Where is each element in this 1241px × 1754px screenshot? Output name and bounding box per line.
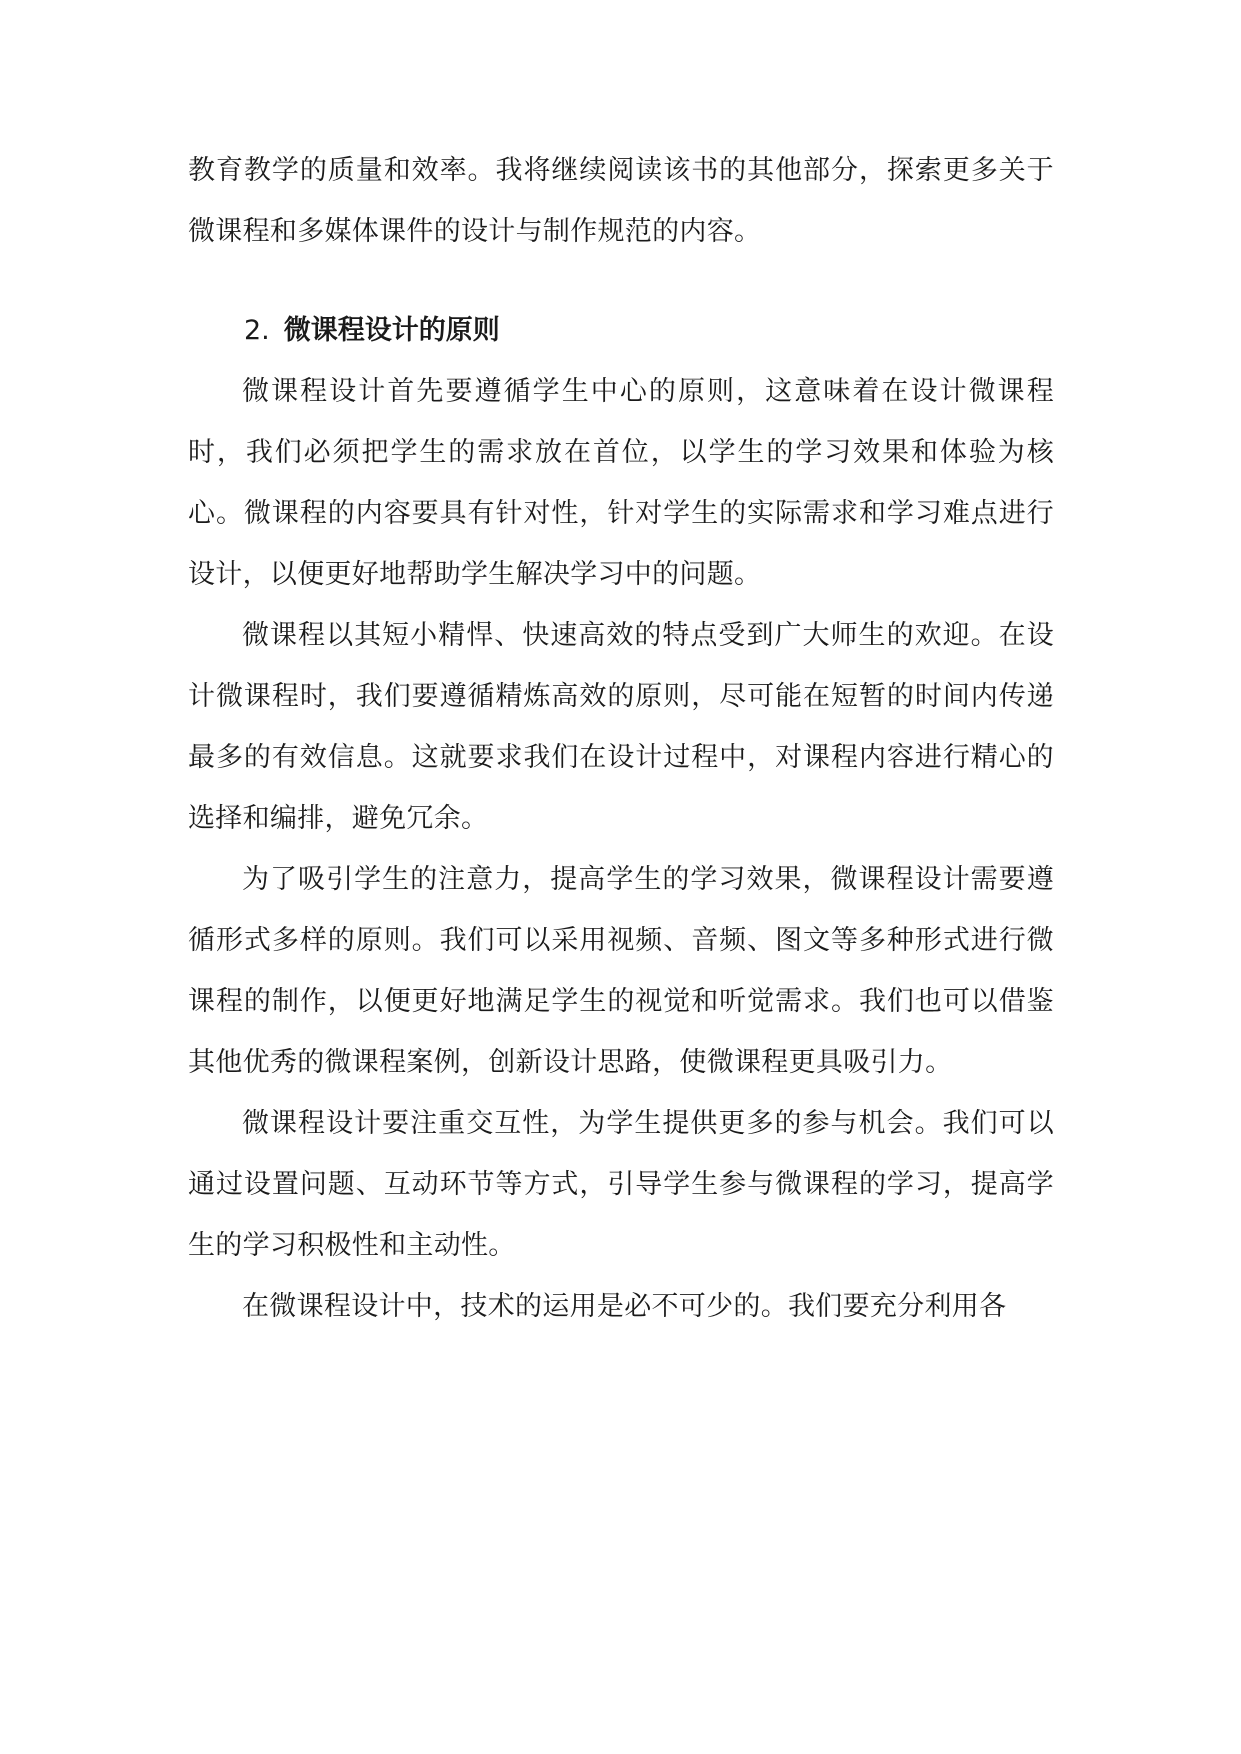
paragraph-3: 为了吸引学生的注意力，提高学生的学习效果，微课程设计需要遵循形式多样的原则。我们可以采用视频、音频、图文等多种形式进行微课程的制作，以便更好地满足学生的视觉和听觉需求。我们也可以借鉴其他优秀的微课程案例，创新设计思路，使微课程更具吸引力。 xyxy=(188,864,1054,1078)
document-body xyxy=(188,140,1054,1337)
paragraph-1: 微课程设计首先要遵循学生中心的原则，这意味着在设计微课程时，我们必须把学生的需求放在首位，以学生的学习效果和体验为核心。微课程的内容要具有针对性，针对学生的实际需求和学习难点进行设计，以便更好地帮助学生解决学习中的问题。 xyxy=(188,376,1054,590)
section-title: 微课程设计的原则 xyxy=(283,315,500,346)
section-number: 2. xyxy=(244,315,270,346)
paragraph-4: 微课程设计要注重交互性，为学生提供更多的参与机会。我们可以通过设置问题、互动环节等方式，引导学生参与微课程的学习，提高学生的学习积极性和主动性。 xyxy=(188,1108,1054,1261)
section-heading xyxy=(188,300,1054,361)
paragraph-2: 微课程以其短小精悍、快速高效的特点受到广大师生的欢迎。在设计微课程时，我们要遵循精炼高效的原则，尽可能在短暂的时间内传递最多的有效信息。这就要求我们在设计过程中，对课程内容进行精心的选择和编排，避免冗余。 xyxy=(188,620,1054,834)
paragraph-5: 在微课程设计中，技术的运用是必不可少的。我们要充分利用各 xyxy=(242,1291,1007,1322)
intro-paragraph: 教育教学的质量和效率。我将继续阅读该书的其他部分，探索更多关于微课程和多媒体课件的设计与制作规范的内容。 xyxy=(188,155,1054,247)
